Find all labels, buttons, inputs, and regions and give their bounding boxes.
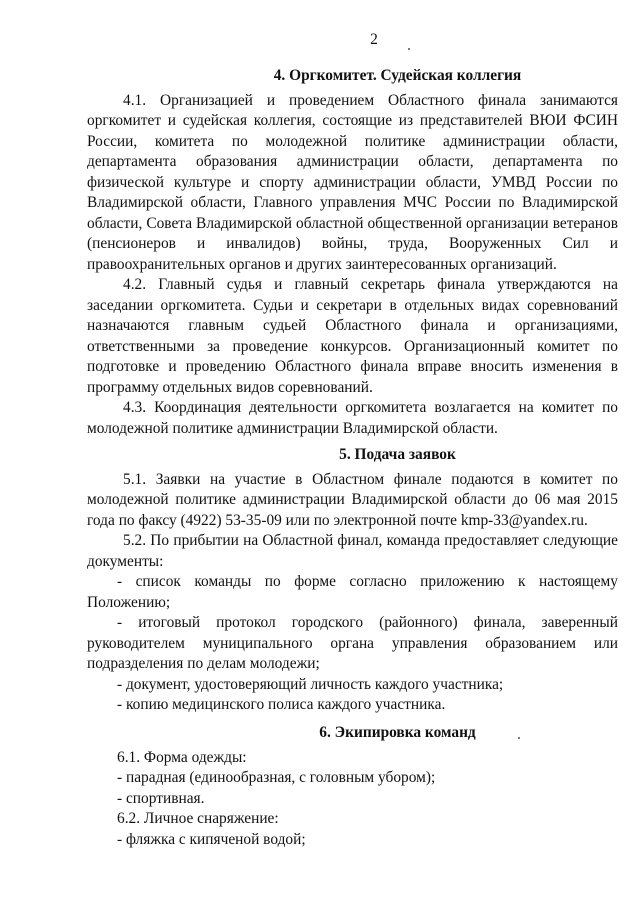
list-item: - итоговый протокол городского (районного) финала, заверенный руководителем муниципального органа управления образованием или подразделения по делам молодежи;	[87, 614, 618, 672]
section-6	[87, 723, 618, 850]
list-item: - фляжка с кипяченой водой;	[117, 830, 306, 848]
paragraph: 5.2. По прибытии на Областной финал, команда предоставляет следующие документы:	[87, 532, 618, 570]
section-4	[87, 66, 618, 439]
page-number: 2	[370, 31, 378, 48]
section-heading: 4. Оргкомитет. Судейская коллегия	[273, 67, 522, 84]
paragraph: 4.2. Главный судья и главный секретарь финала утверждаются на заседании оргкомитета. Судьи и секретари в отдельных видах соревнований назначаются главным судьей Областного финала и организациями, ответственными за проведение конкурсов. Организационный комитет по подготовке и проведению Областного финала вправе вносить изменения в программу отдельных видов соревнований.	[87, 276, 618, 396]
paragraph: 6.2. Личное снаряжение:	[117, 810, 279, 827]
paragraph: 4.1. Организацией и проведением Областного финала занимаются оргкомитет и судейская коллегия, состоящие из представителей ВЮИ ФСИН России, комитета по молодежной политике администрации области, департамента образования администрации области, департамента по физической культуре и спорту администрации области, УМВД России по Владимирской области, Главного управления МЧС России по Владимирской области, Совета Владимирской областной общественной организации ветеранов (пенсионеров и инвалидов) войны, труда, Вооруженных Сил и правоохранительных органов и других заинтересованных организаций.	[87, 91, 618, 273]
section-5	[87, 445, 618, 716]
list-item: - парадная (единообразная, с головным убором);	[117, 769, 436, 786]
paragraph: 6.1. Форма одежды:	[117, 748, 247, 766]
list-item: - документ, удостоверяющий личность каждого участника;	[117, 675, 504, 693]
section-heading: 6. Экипировка команд	[319, 724, 476, 741]
list-item: - копию медицинского полиса каждого участника.	[117, 696, 446, 713]
scan-speck	[408, 48, 410, 50]
section-heading: 5. Подача заявок	[339, 446, 456, 463]
paragraph: 5.1. Заявки на участие в Областном финале подаются в комитет по молодежной политике администрации Владимирской области до 06 мая 2015 года по факсу (4922) 53-35-09 или по электронной почте kmp-33@yandex.ru.	[87, 470, 618, 529]
paragraph: 4.3. Координация деятельности оргкомитета возлагается на комитет по молодежной политике администрации Владимирской области.	[87, 399, 618, 437]
list-item: - спортивная.	[117, 789, 205, 807]
list-item: - список команды по форме согласно приложению к настоящему Положению;	[87, 573, 618, 611]
scan-speck	[518, 737, 520, 739]
